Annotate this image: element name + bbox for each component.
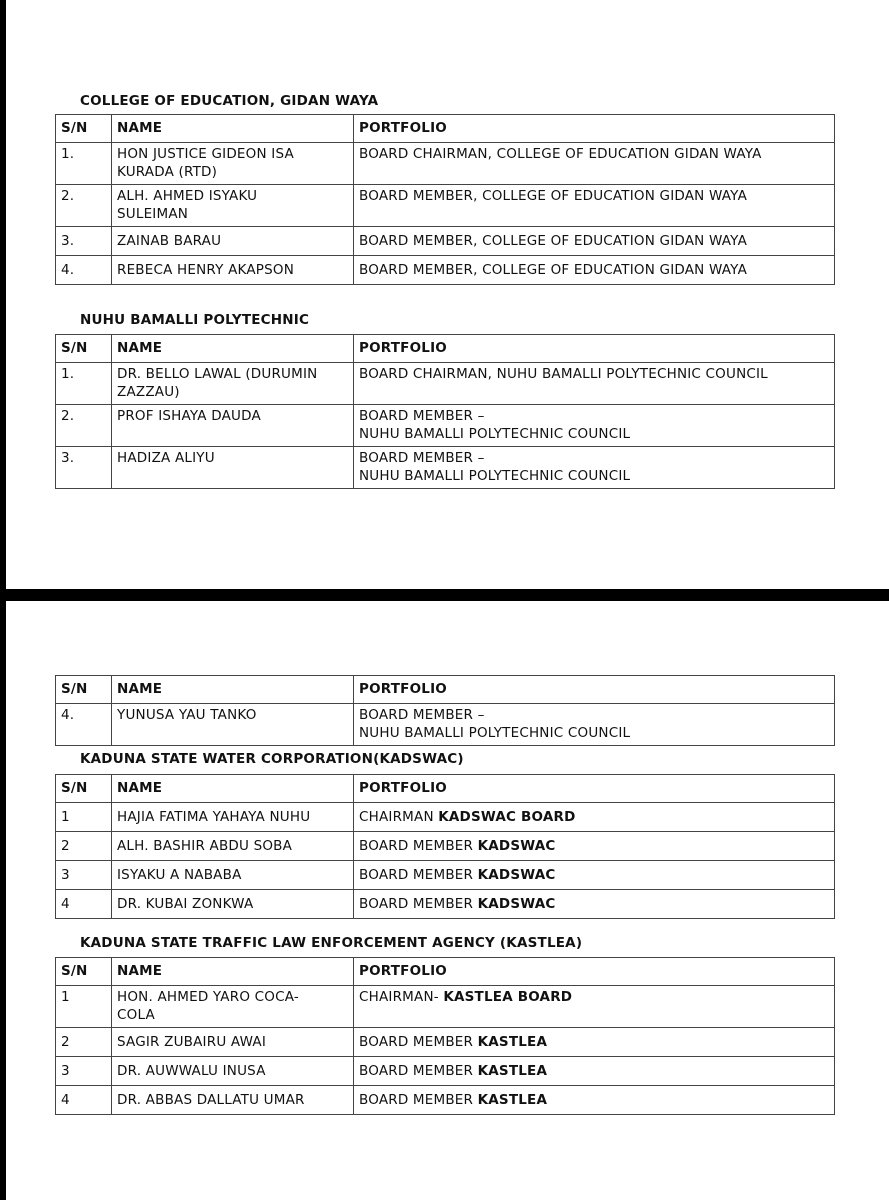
cell-name: DR. BELLO LAWAL (DURUMIN ZAZZAU) bbox=[112, 363, 354, 405]
cell-name: HAJIA FATIMA YAHAYA NUHU bbox=[112, 803, 354, 832]
cell-serial-number: 3 bbox=[56, 861, 112, 890]
table-row bbox=[56, 1086, 835, 1115]
table-kadswac bbox=[55, 774, 835, 919]
portfolio-bold-text: KADSWAC BOARD bbox=[438, 809, 576, 825]
header-name: NAME bbox=[112, 115, 354, 143]
cell-name: HADIZA ALIYU bbox=[112, 447, 354, 489]
table-row bbox=[56, 704, 835, 746]
portfolio-text: BOARD MEMBER – NUHU BAMALLI POLYTECHNIC COUNCIL bbox=[359, 707, 631, 741]
cell-serial-number: 3 bbox=[56, 1057, 112, 1086]
header-portfolio: PORTFOLIO bbox=[354, 958, 835, 986]
table-row bbox=[56, 803, 835, 832]
table-header-row bbox=[56, 335, 835, 363]
table-header-row bbox=[56, 775, 835, 803]
cell-portfolio bbox=[354, 256, 835, 285]
cell-name: YUNUSA YAU TANKO bbox=[112, 704, 354, 746]
portfolio-text: BOARD MEMBER bbox=[359, 1034, 478, 1050]
cell-name: HON. AHMED YARO COCA- COLA bbox=[112, 986, 354, 1028]
header-name: NAME bbox=[112, 335, 354, 363]
portfolio-text: BOARD MEMBER bbox=[359, 896, 478, 912]
cell-portfolio bbox=[354, 143, 835, 185]
cell-name: SAGIR ZUBAIRU AWAI bbox=[112, 1028, 354, 1057]
table-college-of-education bbox=[55, 114, 835, 285]
cell-name: ZAINAB BARAU bbox=[112, 227, 354, 256]
table-row bbox=[56, 227, 835, 256]
portfolio-bold-text: KADSWAC bbox=[477, 896, 556, 912]
portfolio-text: BOARD CHAIRMAN, COLLEGE OF EDUCATION GIDAN WAYA bbox=[359, 146, 762, 162]
cell-serial-number: 3. bbox=[56, 447, 112, 489]
portfolio-text: CHAIRMAN bbox=[359, 809, 439, 825]
cell-serial-number: 2 bbox=[56, 1028, 112, 1057]
portfolio-bold-text: KASTLEA bbox=[477, 1063, 548, 1079]
cell-portfolio bbox=[354, 1057, 835, 1086]
portfolio-bold-text: KASTLEA bbox=[477, 1092, 548, 1108]
cell-serial-number: 3. bbox=[56, 227, 112, 256]
cell-serial-number: 4. bbox=[56, 704, 112, 746]
cell-name: DR. AUWWALU INUSA bbox=[112, 1057, 354, 1086]
cell-serial-number: 2. bbox=[56, 405, 112, 447]
portfolio-text: CHAIRMAN- bbox=[359, 989, 444, 1005]
table-row bbox=[56, 256, 835, 285]
document-page-2 bbox=[6, 601, 889, 1200]
section-title-kastlea: KADUNA STATE TRAFFIC LAW ENFORCEMENT AGENCY (KASTLEA) bbox=[80, 935, 583, 951]
cell-serial-number: 1 bbox=[56, 986, 112, 1028]
cell-name: PROF ISHAYA DAUDA bbox=[112, 405, 354, 447]
header-name: NAME bbox=[112, 676, 354, 704]
cell-portfolio bbox=[354, 890, 835, 919]
header-sn: S/N bbox=[56, 958, 112, 986]
portfolio-text: BOARD MEMBER, COLLEGE OF EDUCATION GIDAN WAYA bbox=[359, 262, 748, 278]
cell-name: HON JUSTICE GIDEON ISA KURADA (RTD) bbox=[112, 143, 354, 185]
cell-portfolio bbox=[354, 986, 835, 1028]
portfolio-text: BOARD MEMBER – NUHU BAMALLI POLYTECHNIC COUNCIL bbox=[359, 450, 631, 484]
header-name: NAME bbox=[112, 775, 354, 803]
cell-portfolio bbox=[354, 1086, 835, 1115]
cell-name: ISYAKU A NABABA bbox=[112, 861, 354, 890]
header-portfolio: PORTFOLIO bbox=[354, 676, 835, 704]
cell-portfolio bbox=[354, 803, 835, 832]
table-row bbox=[56, 890, 835, 919]
table-row bbox=[56, 447, 835, 489]
cell-name: DR. KUBAI ZONKWA bbox=[112, 890, 354, 919]
cell-serial-number: 1. bbox=[56, 143, 112, 185]
cell-serial-number: 1. bbox=[56, 363, 112, 405]
header-sn: S/N bbox=[56, 115, 112, 143]
table-header-row bbox=[56, 958, 835, 986]
section-title-college-of-education: COLLEGE OF EDUCATION, GIDAN WAYA bbox=[80, 93, 379, 109]
cell-name: ALH. BASHIR ABDU SOBA bbox=[112, 832, 354, 861]
cell-serial-number: 2. bbox=[56, 185, 112, 227]
cell-serial-number: 4 bbox=[56, 890, 112, 919]
cell-portfolio bbox=[354, 832, 835, 861]
cell-serial-number: 1 bbox=[56, 803, 112, 832]
cell-portfolio bbox=[354, 861, 835, 890]
table-row bbox=[56, 1028, 835, 1057]
cell-portfolio bbox=[354, 227, 835, 256]
table-kastlea bbox=[55, 957, 835, 1115]
portfolio-text: BOARD CHAIRMAN, NUHU BAMALLI POLYTECHNIC COUNCIL bbox=[359, 366, 768, 382]
portfolio-text: BOARD MEMBER, COLLEGE OF EDUCATION GIDAN WAYA bbox=[359, 233, 748, 249]
table-header-row bbox=[56, 115, 835, 143]
cell-portfolio bbox=[354, 704, 835, 746]
portfolio-bold-text: KASTLEA bbox=[477, 1034, 548, 1050]
header-sn: S/N bbox=[56, 775, 112, 803]
header-name: NAME bbox=[112, 958, 354, 986]
table-row bbox=[56, 986, 835, 1028]
portfolio-text: BOARD MEMBER bbox=[359, 838, 478, 854]
cell-serial-number: 2 bbox=[56, 832, 112, 861]
cell-name: ALH. AHMED ISYAKU SULEIMAN bbox=[112, 185, 354, 227]
portfolio-bold-text: KASTLEA BOARD bbox=[443, 989, 573, 1005]
portfolio-text: BOARD MEMBER, COLLEGE OF EDUCATION GIDAN WAYA bbox=[359, 188, 748, 204]
cell-portfolio bbox=[354, 405, 835, 447]
table-header-row bbox=[56, 676, 835, 704]
portfolio-text: BOARD MEMBER bbox=[359, 1092, 478, 1108]
cell-portfolio bbox=[354, 447, 835, 489]
portfolio-text: BOARD MEMBER bbox=[359, 867, 478, 883]
header-sn: S/N bbox=[56, 335, 112, 363]
cell-name: REBECA HENRY AKAPSON bbox=[112, 256, 354, 285]
cell-serial-number: 4. bbox=[56, 256, 112, 285]
table-row bbox=[56, 363, 835, 405]
header-portfolio: PORTFOLIO bbox=[354, 775, 835, 803]
portfolio-text: BOARD MEMBER bbox=[359, 1063, 478, 1079]
cell-name: DR. ABBAS DALLATU UMAR bbox=[112, 1086, 354, 1115]
portfolio-bold-text: KADSWAC bbox=[477, 867, 556, 883]
header-sn: S/N bbox=[56, 676, 112, 704]
portfolio-text: BOARD MEMBER – NUHU BAMALLI POLYTECHNIC COUNCIL bbox=[359, 408, 631, 442]
header-portfolio: PORTFOLIO bbox=[354, 335, 835, 363]
cell-portfolio bbox=[354, 1028, 835, 1057]
table-row bbox=[56, 832, 835, 861]
portfolio-bold-text: KADSWAC bbox=[477, 838, 556, 854]
table-row bbox=[56, 1057, 835, 1086]
cell-serial-number: 4 bbox=[56, 1086, 112, 1115]
table-row bbox=[56, 405, 835, 447]
table-nuhu-bamalli-polytechnic-continued bbox=[55, 675, 835, 746]
table-row bbox=[56, 185, 835, 227]
table-row bbox=[56, 861, 835, 890]
table-nuhu-bamalli-polytechnic bbox=[55, 334, 835, 489]
header-portfolio: PORTFOLIO bbox=[354, 115, 835, 143]
table-row bbox=[56, 143, 835, 185]
cell-portfolio bbox=[354, 363, 835, 405]
cell-portfolio bbox=[354, 185, 835, 227]
section-title-nuhu-bamalli-polytechnic: NUHU BAMALLI POLYTECHNIC bbox=[80, 312, 310, 328]
section-title-kadswac: KADUNA STATE WATER CORPORATION(KADSWAC) bbox=[80, 751, 464, 767]
document-page-1 bbox=[6, 0, 889, 589]
